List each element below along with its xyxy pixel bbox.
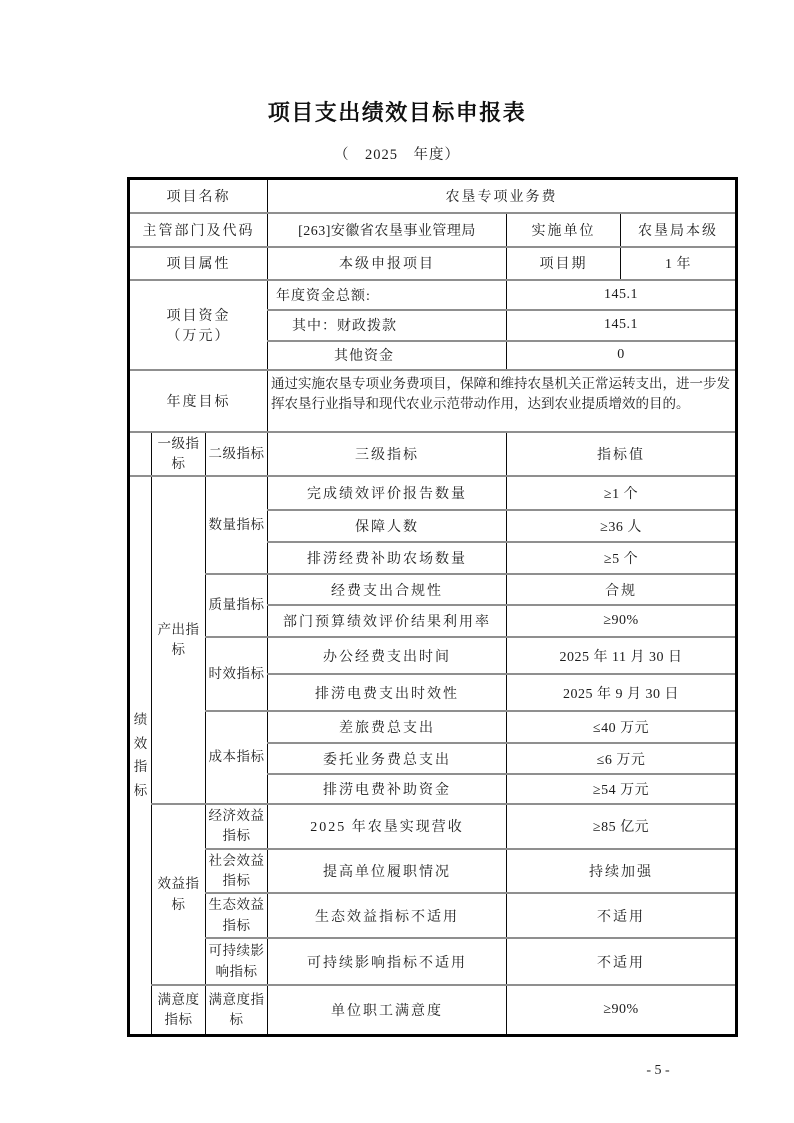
table-row [129,280,737,310]
page-title: 项目支出绩效目标申报表 [267,100,527,125]
header-level1: 一级指标 [152,432,206,477]
indicator-name: 保障人数 [268,510,507,542]
indicator-name: 排涝经费补助农场数量 [268,542,507,574]
annual-goal-label: 年度目标 [129,370,268,432]
indicator-row [129,804,737,849]
funds-other-value: 0 [507,341,737,370]
indicator-row [129,985,737,1035]
indicator-row [129,574,737,605]
indicator-value: ≥1 个 [507,476,737,510]
indicator-value: ≥90% [507,605,737,637]
indicator-value: ≥85 亿元 [507,804,737,849]
table-row [129,370,737,432]
indicator-value: 2025 年 11 月 30 日 [507,637,737,674]
impl-unit-label: 实施单位 [507,213,621,247]
impl-unit-value: 农垦局本级 [621,213,737,247]
project-attr-value: 本级申报项目 [268,247,507,280]
indicator-value: ≥5 个 [507,542,737,574]
performance-target-table [127,177,738,1037]
corner-cell [129,432,152,477]
indicator-name: 2025 年农垦实现营收 [268,804,507,849]
project-funds-label [129,280,268,370]
l2-group-timeliness: 时效指标 [206,637,268,711]
funds-label-line2: （万元） [166,328,231,344]
annual-goal-text: 通过实施农垦专项业务费项目，保障和维持农垦机关正常运转支出，进一步发挥农垦行业指导和现代农业示范带动作用，达到农业提质增效的目的。 [268,370,737,432]
indicator-name: 生态效益指标不适用 [268,893,507,938]
indicator-value: 合规 [507,574,737,605]
l2-group-satisfaction: 满意度指标 [206,985,268,1035]
page-subtitle: （ 2025 年度） [334,147,460,163]
indicator-name: 可持续影响指标不适用 [268,938,507,985]
indicator-name: 经费支出合规性 [268,574,507,605]
dept-code-value: [263]安徽省农垦事业管理局 [268,213,507,247]
funds-label-line1: 项目资金 [166,308,231,324]
l2-group-economic: 经济效益指标 [206,804,268,849]
funds-total-label: 年度资金总额: [268,280,507,310]
indicator-row [129,711,737,743]
indicator-value: 不适用 [507,938,737,985]
funds-fiscal-label: 其中：财政拨款 [268,310,507,341]
l1-group-benefit: 效益指标 [152,804,206,985]
funds-other-label: 其他资金 [268,341,507,370]
l1-group-output: 产出指标 [152,476,206,804]
indicator-row [129,893,737,938]
indicator-name: 提高单位履职情况 [268,849,507,894]
l2-group-quantity: 数量指标 [206,476,268,574]
funds-total-value: 145.1 [507,280,737,310]
project-period-label: 项目期 [507,247,621,280]
header-indicator-value: 指标值 [507,432,737,477]
indicator-name: 委托业务费总支出 [268,743,507,774]
l2-group-cost: 成本指标 [206,711,268,804]
indicator-name: 排涝电费补助资金 [268,774,507,804]
indicator-name: 单位职工满意度 [268,985,507,1035]
table-row [129,179,737,213]
l2-group-quality: 质量指标 [206,574,268,637]
indicator-value: 持续加强 [507,849,737,894]
indicator-name: 完成绩效评价报告数量 [268,476,507,510]
dept-code-label: 主管部门及代码 [129,213,268,247]
indicator-value: 2025 年 9 月 30 日 [507,674,737,711]
indicator-name: 排涝电费支出时效性 [268,674,507,711]
project-name-value: 农垦专项业务费 [268,179,737,213]
indicator-name: 部门预算绩效评价结果利用率 [268,605,507,637]
indicator-value: ≤40 万元 [507,711,737,743]
project-name-label: 项目名称 [129,179,268,213]
table-row [129,213,737,247]
header-level2: 二级指标 [206,432,268,477]
indicator-value: ≤6 万元 [507,743,737,774]
l2-group-ecological: 生态效益指标 [206,893,268,938]
l1-group-satisfaction: 满意度指标 [152,985,206,1035]
project-period-value: 1 年 [621,247,737,280]
indicator-name: 办公经费支出时间 [268,637,507,674]
l2-group-sustainable: 可持续影响指标 [206,938,268,985]
header-level3: 三级指标 [268,432,507,477]
indicator-name: 差旅费总支出 [268,711,507,743]
indicator-value: ≥90% [507,985,737,1035]
indicator-row [129,849,737,894]
indicator-row [129,938,737,985]
project-attr-label: 项目属性 [129,247,268,280]
indicator-row [129,476,737,510]
indicator-row [129,637,737,674]
indicator-value: ≥36 人 [507,510,737,542]
indicator-value: 不适用 [507,893,737,938]
table-row [129,247,737,280]
funds-fiscal-value: 145.1 [507,310,737,341]
perf-side-label: 绩效指标 [129,476,152,1035]
page-number: - 5 - [646,1062,670,1078]
indicator-value: ≥54 万元 [507,774,737,804]
l2-group-social: 社会效益指标 [206,849,268,894]
indicator-header-row [129,432,737,477]
